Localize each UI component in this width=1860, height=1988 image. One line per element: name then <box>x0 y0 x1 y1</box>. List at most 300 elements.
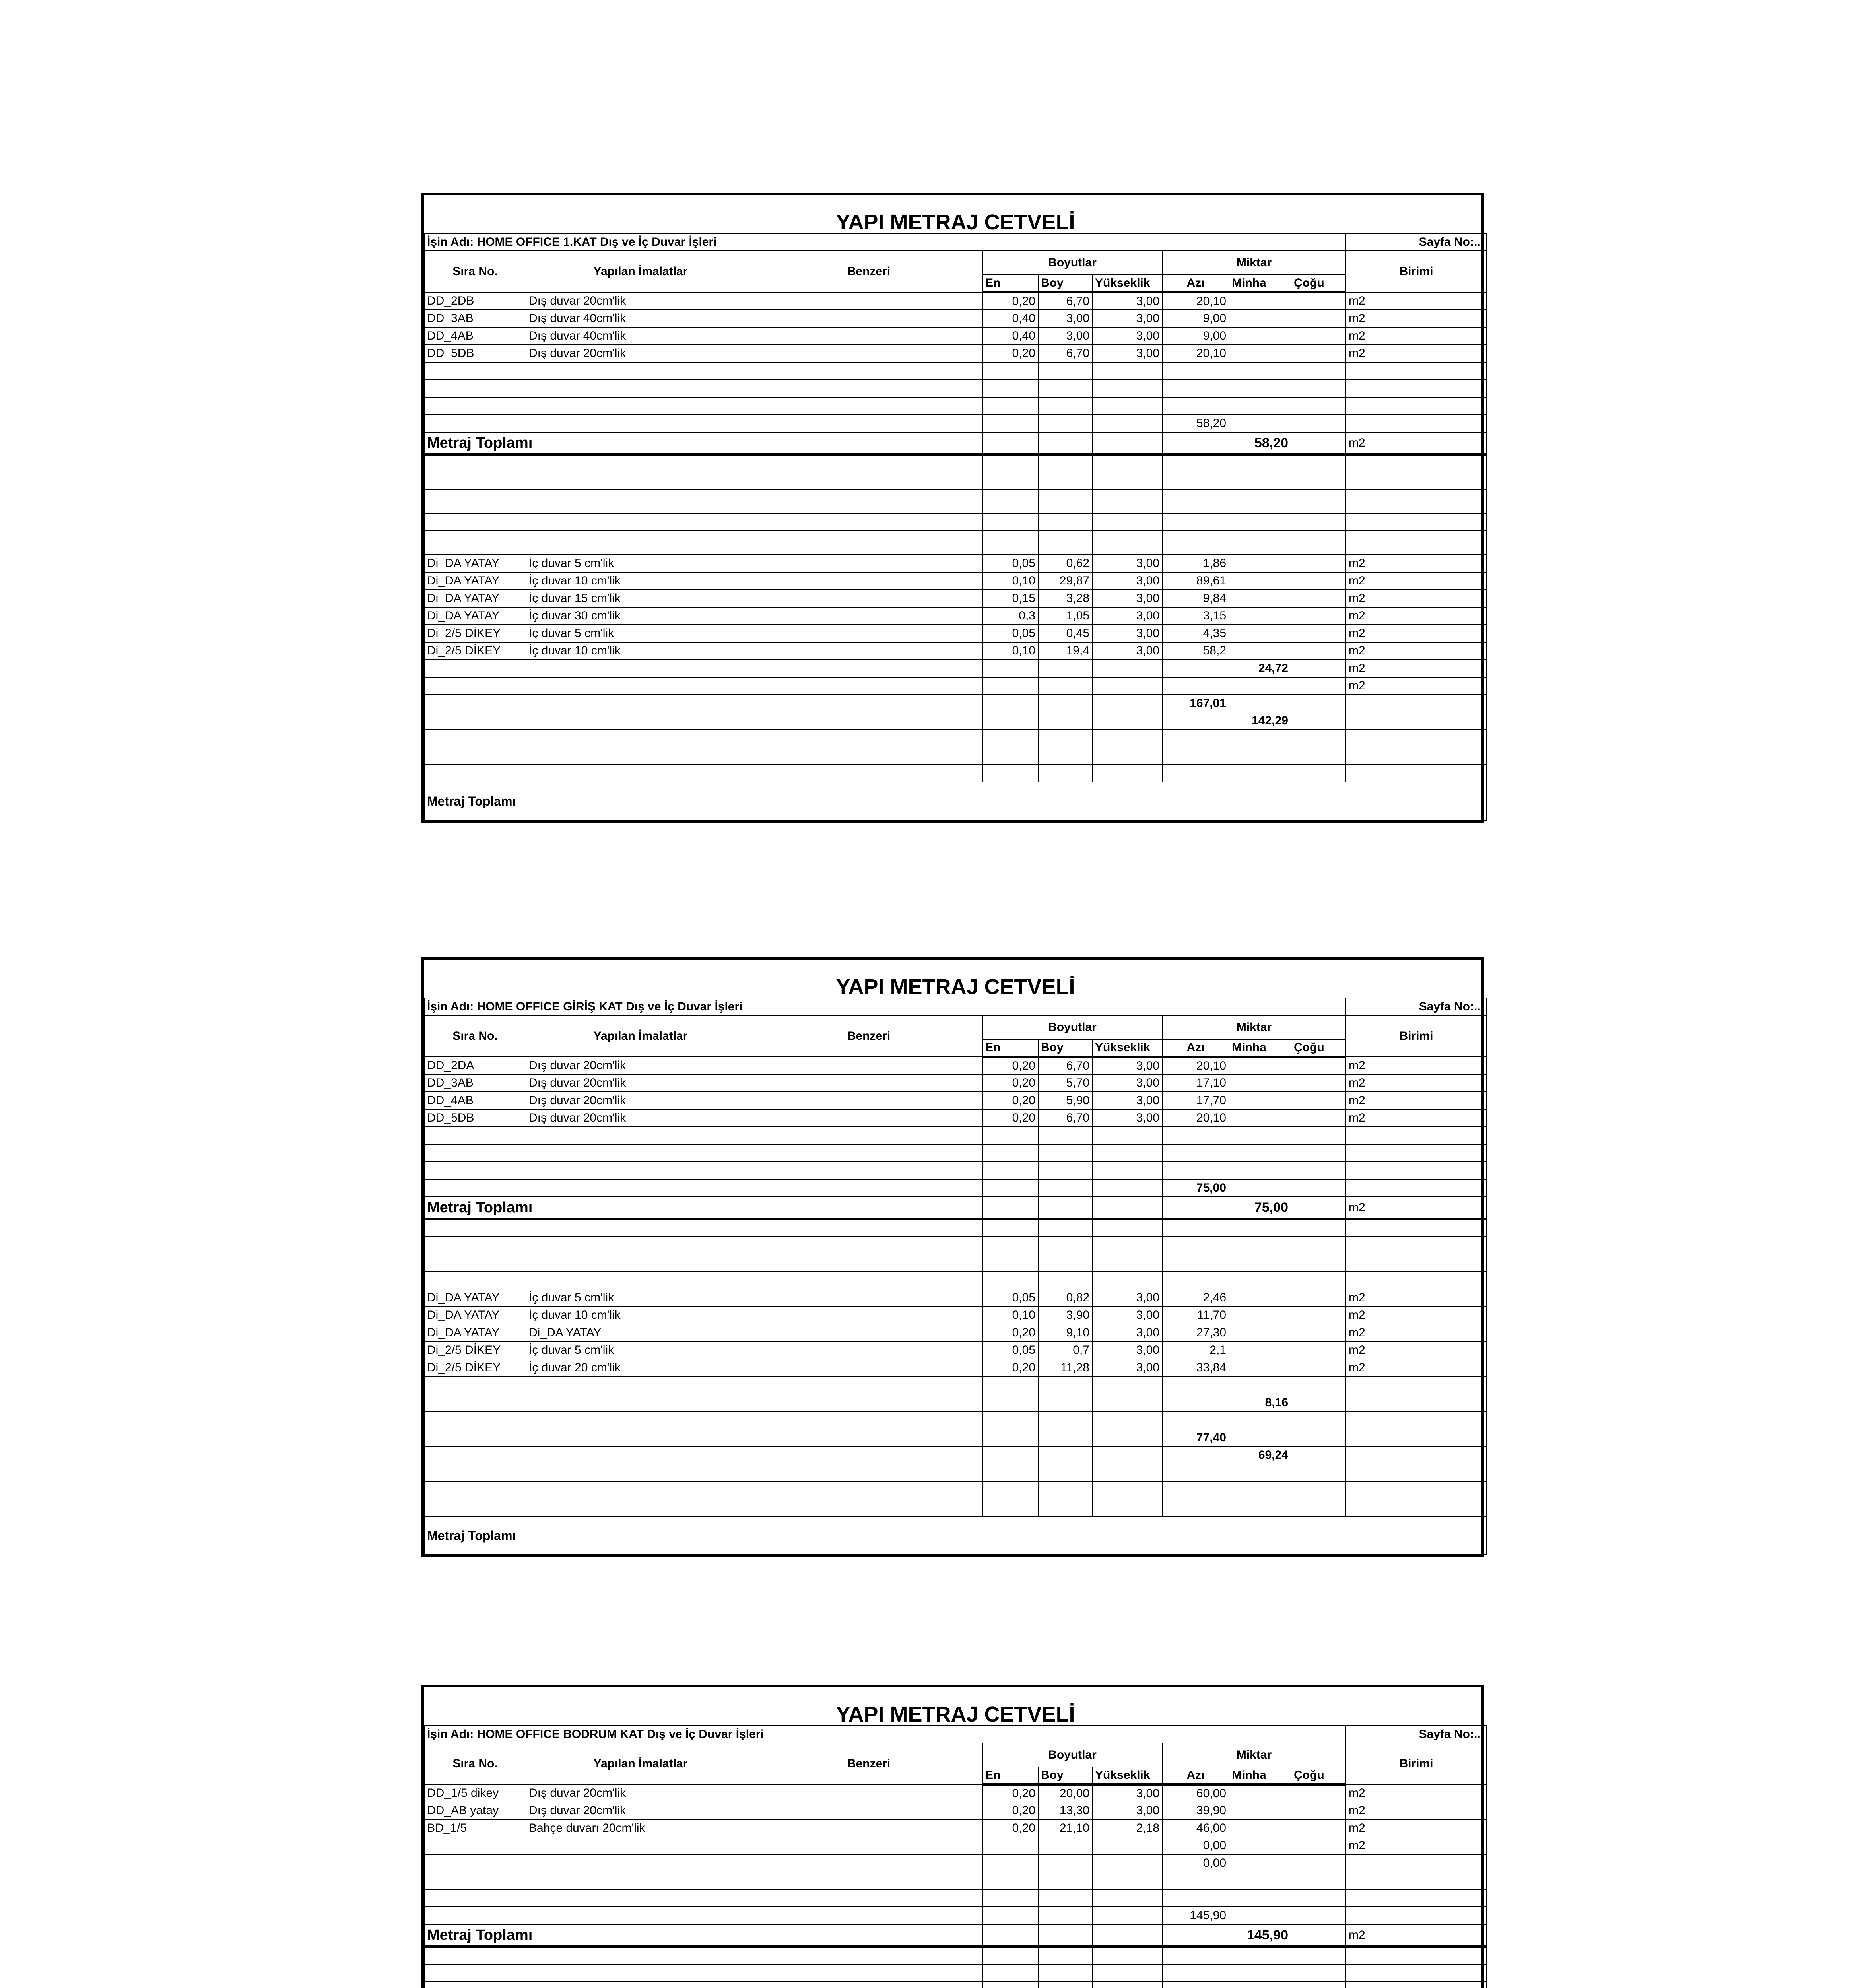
en-cell <box>982 1237 1038 1254</box>
benzeri-cell <box>755 1219 982 1237</box>
azi-cell <box>1162 1889 1229 1907</box>
en-cell: 0,20 <box>982 1074 1038 1092</box>
metraj-total-label: Metraj Toplamı <box>424 432 755 454</box>
boy-cell: 20,00 <box>1038 1784 1092 1802</box>
table-row <box>424 531 1487 555</box>
en-cell <box>982 362 1038 380</box>
birim-cell: m2 <box>1346 1819 1487 1837</box>
benzeri-cell <box>755 555 982 572</box>
yukseklik-cell <box>1092 513 1162 531</box>
sira-cell: DD_4AB <box>424 1092 526 1109</box>
imalat-cell: İç duvar 10 cm'lik <box>526 642 755 660</box>
yukseklik-cell: 3,00 <box>1092 1109 1162 1127</box>
azi-cell <box>1162 1254 1229 1272</box>
cogu-cell <box>1291 1784 1346 1802</box>
table-row <box>424 1092 1487 1109</box>
birim-cell <box>1346 380 1487 397</box>
benzeri-cell <box>755 432 982 454</box>
sira-cell <box>424 1144 526 1162</box>
en-cell <box>982 1411 1038 1429</box>
birim-cell <box>1346 1394 1487 1411</box>
imalat-cell <box>526 747 755 765</box>
birim-cell <box>1346 1179 1487 1197</box>
azi-cell <box>1162 730 1229 747</box>
en-cell: 0,20 <box>982 1802 1038 1819</box>
col-minha-header: Minha <box>1229 275 1291 292</box>
birim-cell <box>1346 1947 1487 1964</box>
table-row <box>424 1376 1487 1394</box>
cogu-cell <box>1291 1219 1346 1237</box>
imalat-cell: Dış duvar 40cm'lik <box>526 327 755 345</box>
sira-cell: Di_DA YATAY <box>424 1289 526 1307</box>
imalat-cell <box>526 1499 755 1516</box>
en-cell <box>982 1947 1038 1964</box>
minha-cell <box>1229 1499 1291 1516</box>
yukseklik-cell <box>1092 1197 1162 1219</box>
birim-cell: m2 <box>1346 1057 1487 1074</box>
en-cell <box>982 1907 1038 1924</box>
cogu-cell <box>1291 695 1346 712</box>
table-row <box>424 1889 1487 1907</box>
sira-cell: Di_2/5 DİKEY <box>424 1359 526 1376</box>
benzeri-cell <box>755 1057 982 1074</box>
en-cell: 0,40 <box>982 327 1038 345</box>
yukseklik-cell: 3,00 <box>1092 590 1162 607</box>
cogu-cell <box>1291 730 1346 747</box>
boy-cell: 0,7 <box>1038 1342 1092 1359</box>
benzeri-cell <box>755 1819 982 1837</box>
metraj-sheet-2 <box>421 957 1484 1557</box>
minha-cell <box>1229 513 1291 531</box>
boy-cell <box>1038 489 1092 513</box>
en-cell: 0,20 <box>982 1324 1038 1342</box>
minha-cell <box>1229 747 1291 765</box>
table-row <box>424 572 1487 590</box>
azi-cell: 75,00 <box>1162 1179 1229 1197</box>
minha-cell <box>1229 1837 1291 1854</box>
boy-cell: 13,30 <box>1038 1802 1092 1819</box>
cogu-cell <box>1291 513 1346 531</box>
cogu-cell <box>1291 1982 1346 1988</box>
table-row <box>424 1446 1487 1464</box>
boy-cell <box>1038 677 1092 695</box>
en-cell: 0,15 <box>982 590 1038 607</box>
col-benzeri-header: Benzeri <box>755 1743 982 1784</box>
yukseklik-cell <box>1092 1144 1162 1162</box>
imalat-cell <box>526 712 755 730</box>
birim-cell: m2 <box>1346 625 1487 642</box>
table-row <box>424 642 1487 660</box>
boy-cell <box>1038 1924 1092 1947</box>
table-row <box>424 513 1487 531</box>
sheet-title: YAPI METRAJ CETVELİ <box>424 960 1487 998</box>
birim-cell <box>1346 712 1487 730</box>
metraj-footer-spacer <box>755 1516 1162 1555</box>
sira-cell <box>424 1837 526 1854</box>
birim-cell: m2 <box>1346 1359 1487 1376</box>
birim-cell <box>1346 1254 1487 1272</box>
azi-cell <box>1162 1947 1229 1964</box>
sira-cell <box>424 677 526 695</box>
birim-cell <box>1346 1499 1487 1516</box>
azi-cell: 9,00 <box>1162 327 1229 345</box>
minha-cell <box>1229 1074 1291 1092</box>
en-cell <box>982 454 1038 472</box>
birim-cell <box>1346 1237 1487 1254</box>
en-cell <box>982 472 1038 489</box>
boy-cell <box>1038 1854 1092 1872</box>
yukseklik-cell: 3,00 <box>1092 1359 1162 1376</box>
birim-cell: m2 <box>1346 1324 1487 1342</box>
benzeri-cell <box>755 1394 982 1411</box>
en-cell <box>982 677 1038 695</box>
imalat-cell: Dış duvar 20cm'lik <box>526 292 755 310</box>
en-cell <box>982 1854 1038 1872</box>
benzeri-cell <box>755 590 982 607</box>
en-cell <box>982 1219 1038 1237</box>
yukseklik-cell: 3,00 <box>1092 1092 1162 1109</box>
sira-cell <box>424 489 526 513</box>
cogu-cell <box>1291 625 1346 642</box>
azi-cell <box>1162 531 1229 555</box>
imalat-cell <box>526 1837 755 1854</box>
cogu-cell <box>1291 1237 1346 1254</box>
cogu-cell <box>1291 454 1346 472</box>
cogu-cell <box>1291 555 1346 572</box>
minha-cell <box>1229 642 1291 660</box>
birim-cell <box>1346 765 1487 782</box>
sira-cell: DD_3AB <box>424 1074 526 1092</box>
birim-cell: m2 <box>1346 310 1487 327</box>
table-row <box>424 1854 1487 1872</box>
boy-cell <box>1038 1907 1092 1924</box>
metraj-footer-value <box>1162 782 1487 820</box>
table-row <box>424 1219 1487 1237</box>
table-row <box>424 1907 1487 1924</box>
metraj-total-row <box>424 432 1487 454</box>
imalat-cell <box>526 1854 755 1872</box>
en-cell <box>982 1144 1038 1162</box>
table-row <box>424 695 1487 712</box>
minha-cell <box>1229 695 1291 712</box>
sira-cell <box>424 730 526 747</box>
cogu-cell <box>1291 1342 1346 1359</box>
benzeri-cell <box>755 1964 982 1982</box>
minha-cell <box>1229 1411 1291 1429</box>
page-number: Sayfa No:... <box>1346 998 1487 1015</box>
benzeri-cell <box>755 1837 982 1854</box>
imalat-cell: Bahçe duvarı 20cm'lik <box>526 1819 755 1837</box>
benzeri-cell <box>755 327 982 345</box>
birim-cell <box>1346 1219 1487 1237</box>
cogu-cell <box>1291 292 1346 310</box>
sira-cell: DD_5DB <box>424 1109 526 1127</box>
sira-cell: DD_2DA <box>424 1057 526 1074</box>
birim-cell <box>1346 1854 1487 1872</box>
col-sira-header: Sıra No. <box>424 1743 526 1784</box>
birim-cell <box>1346 1429 1487 1446</box>
sira-cell <box>424 380 526 397</box>
col-en-header: En <box>982 1767 1038 1784</box>
sira-cell: DD_5DB <box>424 345 526 362</box>
birim-cell: m2 <box>1346 292 1487 310</box>
azi-cell <box>1162 1924 1229 1947</box>
boy-cell: 5,90 <box>1038 1092 1092 1109</box>
boy-cell <box>1038 747 1092 765</box>
imalat-cell: Dış duvar 40cm'lik <box>526 310 755 327</box>
azi-cell <box>1162 1481 1229 1499</box>
boy-cell <box>1038 1889 1092 1907</box>
sira-cell <box>424 765 526 782</box>
sheet-title: YAPI METRAJ CETVELİ <box>424 1687 1487 1726</box>
col-cogu-header: Çoğu <box>1291 1767 1346 1784</box>
imalat-cell <box>526 397 755 415</box>
metraj-footer-value <box>1162 1516 1487 1555</box>
benzeri-cell <box>755 1947 982 1964</box>
imalat-cell <box>526 1889 755 1907</box>
boy-cell <box>1038 1872 1092 1889</box>
col-azi-header: Azı <box>1162 1767 1229 1784</box>
boy-cell <box>1038 1197 1092 1219</box>
boy-cell <box>1038 1144 1092 1162</box>
benzeri-cell <box>755 1074 982 1092</box>
sira-cell: BD_1/5 <box>424 1819 526 1837</box>
boy-cell <box>1038 1411 1092 1429</box>
sira-cell: Di_DA YATAY <box>424 1324 526 1342</box>
cogu-cell <box>1291 1307 1346 1324</box>
en-cell <box>982 1272 1038 1289</box>
table-row <box>424 454 1487 472</box>
cogu-cell <box>1291 677 1346 695</box>
page-number: Sayfa No:... <box>1346 1726 1487 1743</box>
header-row <box>424 1743 1487 1767</box>
benzeri-cell <box>755 1854 982 1872</box>
metraj-total-value: 75,00 <box>1229 1197 1291 1219</box>
benzeri-cell <box>755 712 982 730</box>
yukseklik-cell: 3,00 <box>1092 1057 1162 1074</box>
birim-cell: m2 <box>1346 1342 1487 1359</box>
boy-cell <box>1038 1982 1092 1988</box>
header-row <box>424 1015 1487 1039</box>
azi-cell <box>1162 1499 1229 1516</box>
sira-cell <box>424 712 526 730</box>
azi-cell <box>1162 454 1229 472</box>
sira-cell: Di_DA YATAY <box>424 555 526 572</box>
table-row <box>424 625 1487 642</box>
table-row <box>424 1289 1487 1307</box>
imalat-cell: Dış duvar 20cm'lik <box>526 1057 755 1074</box>
benzeri-cell <box>755 1481 982 1499</box>
metraj-table <box>424 960 1487 1555</box>
sira-cell <box>424 1982 526 1988</box>
benzeri-cell <box>755 454 982 472</box>
benzeri-cell <box>755 572 982 590</box>
cogu-cell <box>1291 1127 1346 1144</box>
benzeri-cell <box>755 1127 982 1144</box>
yukseklik-cell <box>1092 1254 1162 1272</box>
azi-cell: 167,01 <box>1162 695 1229 712</box>
en-cell <box>982 695 1038 712</box>
yukseklik-cell <box>1092 1837 1162 1854</box>
imalat-cell <box>526 1127 755 1144</box>
azi-cell <box>1162 765 1229 782</box>
table-row <box>424 1464 1487 1481</box>
sira-cell <box>424 1464 526 1481</box>
boy-cell <box>1038 730 1092 747</box>
cogu-cell <box>1291 310 1346 327</box>
metraj-footer-row <box>424 1516 1487 1555</box>
sira-cell: DD_1/5 dikey <box>424 1784 526 1802</box>
cogu-cell <box>1291 1464 1346 1481</box>
yukseklik-cell <box>1092 454 1162 472</box>
col-miktar-header: Miktar <box>1162 1743 1346 1767</box>
boy-cell <box>1038 1499 1092 1516</box>
sira-cell <box>424 454 526 472</box>
minha-cell <box>1229 489 1291 513</box>
table-row <box>424 1499 1487 1516</box>
en-cell: 0,05 <box>982 555 1038 572</box>
cogu-cell <box>1291 327 1346 345</box>
en-cell <box>982 432 1038 454</box>
en-cell <box>982 1394 1038 1411</box>
table-row <box>424 1162 1487 1179</box>
en-cell <box>982 712 1038 730</box>
sira-cell <box>424 1272 526 1289</box>
minha-cell <box>1229 1802 1291 1819</box>
table-row <box>424 1872 1487 1889</box>
birim-cell: m2 <box>1346 555 1487 572</box>
table-row <box>424 1254 1487 1272</box>
cogu-cell <box>1291 642 1346 660</box>
azi-cell: 145,90 <box>1162 1907 1229 1924</box>
benzeri-cell <box>755 730 982 747</box>
azi-cell: 17,70 <box>1162 1092 1229 1109</box>
benzeri-cell <box>755 1924 982 1947</box>
minha-cell <box>1229 345 1291 362</box>
yukseklik-cell <box>1092 1889 1162 1907</box>
en-cell <box>982 1429 1038 1446</box>
azi-cell <box>1162 1219 1229 1237</box>
metraj-total-value: 58,20 <box>1229 432 1291 454</box>
imalat-cell: Dış duvar 20cm'lik <box>526 1109 755 1127</box>
benzeri-cell <box>755 1982 982 1988</box>
birim-cell <box>1346 1144 1487 1162</box>
boy-cell <box>1038 1394 1092 1411</box>
cogu-cell <box>1291 590 1346 607</box>
boy-cell: 3,00 <box>1038 310 1092 327</box>
metraj-total-label: Metraj Toplamı <box>424 1197 755 1219</box>
birim-cell <box>1346 1964 1487 1982</box>
birim-cell: m2 <box>1346 607 1487 625</box>
boy-cell <box>1038 472 1092 489</box>
birim-cell: m2 <box>1346 1924 1487 1947</box>
sira-cell <box>424 1162 526 1179</box>
imalat-cell <box>526 1907 755 1924</box>
col-benzeri-header: Benzeri <box>755 251 982 292</box>
cogu-cell <box>1291 1376 1346 1394</box>
boy-cell: 29,87 <box>1038 572 1092 590</box>
en-cell: 0,10 <box>982 572 1038 590</box>
sira-cell <box>424 415 526 432</box>
en-cell: 0,05 <box>982 1289 1038 1307</box>
minha-cell <box>1229 1307 1291 1324</box>
metraj-footer-label: Metraj Toplamı <box>424 782 755 820</box>
boy-cell <box>1038 765 1092 782</box>
benzeri-cell <box>755 1237 982 1254</box>
cogu-cell <box>1291 572 1346 590</box>
boy-cell: 3,28 <box>1038 590 1092 607</box>
minha-cell <box>1229 1342 1291 1359</box>
benzeri-cell <box>755 1446 982 1464</box>
table-row <box>424 415 1487 432</box>
cogu-cell <box>1291 1162 1346 1179</box>
col-imalat-header: Yapılan İmalatlar <box>526 1743 755 1784</box>
sira-cell <box>424 695 526 712</box>
yukseklik-cell: 3,00 <box>1092 327 1162 345</box>
en-cell: 0,20 <box>982 345 1038 362</box>
sira-cell: DD_AB yatay <box>424 1802 526 1819</box>
imalat-cell: İç duvar 5 cm'lik <box>526 1289 755 1307</box>
boy-cell: 0,62 <box>1038 555 1092 572</box>
imalat-cell <box>526 1272 755 1289</box>
benzeri-cell <box>755 310 982 327</box>
table-row <box>424 747 1487 765</box>
minha-cell <box>1229 1254 1291 1272</box>
yukseklik-cell <box>1092 1982 1162 1988</box>
metraj-table <box>424 1687 1487 1988</box>
boy-cell: 6,70 <box>1038 1057 1092 1074</box>
azi-cell: 2,46 <box>1162 1289 1229 1307</box>
yukseklik-cell <box>1092 1872 1162 1889</box>
table-row <box>424 555 1487 572</box>
sira-cell <box>424 1237 526 1254</box>
yukseklik-cell <box>1092 660 1162 677</box>
imalat-cell <box>526 1394 755 1411</box>
boy-cell <box>1038 1179 1092 1197</box>
col-azi-header: Azı <box>1162 275 1229 292</box>
birim-cell <box>1346 513 1487 531</box>
yukseklik-cell <box>1092 1964 1162 1982</box>
yukseklik-cell <box>1092 432 1162 454</box>
minha-cell <box>1229 1947 1291 1964</box>
yukseklik-cell <box>1092 1411 1162 1429</box>
minha-cell <box>1229 310 1291 327</box>
cogu-cell <box>1291 1872 1346 1889</box>
col-sira-header: Sıra No. <box>424 251 526 292</box>
cogu-cell <box>1291 1289 1346 1307</box>
cogu-cell <box>1291 1144 1346 1162</box>
job-row <box>424 1726 1487 1743</box>
yukseklik-cell: 3,00 <box>1092 345 1162 362</box>
cogu-cell <box>1291 1907 1346 1924</box>
azi-cell <box>1162 1197 1229 1219</box>
cogu-cell <box>1291 1854 1346 1872</box>
sira-cell: Di_DA YATAY <box>424 590 526 607</box>
table-row <box>424 362 1487 380</box>
imalat-cell: Dış duvar 20cm'lik <box>526 1074 755 1092</box>
cogu-cell <box>1291 1499 1346 1516</box>
azi-cell: 17,10 <box>1162 1074 1229 1092</box>
yukseklik-cell: 3,00 <box>1092 1342 1162 1359</box>
benzeri-cell <box>755 531 982 555</box>
sira-cell <box>424 1499 526 1516</box>
benzeri-cell <box>755 677 982 695</box>
boy-cell <box>1038 1964 1092 1982</box>
cogu-cell <box>1291 1057 1346 1074</box>
col-boy-header: Boy <box>1038 1767 1092 1784</box>
cogu-cell <box>1291 1481 1346 1499</box>
birim-cell <box>1346 1872 1487 1889</box>
